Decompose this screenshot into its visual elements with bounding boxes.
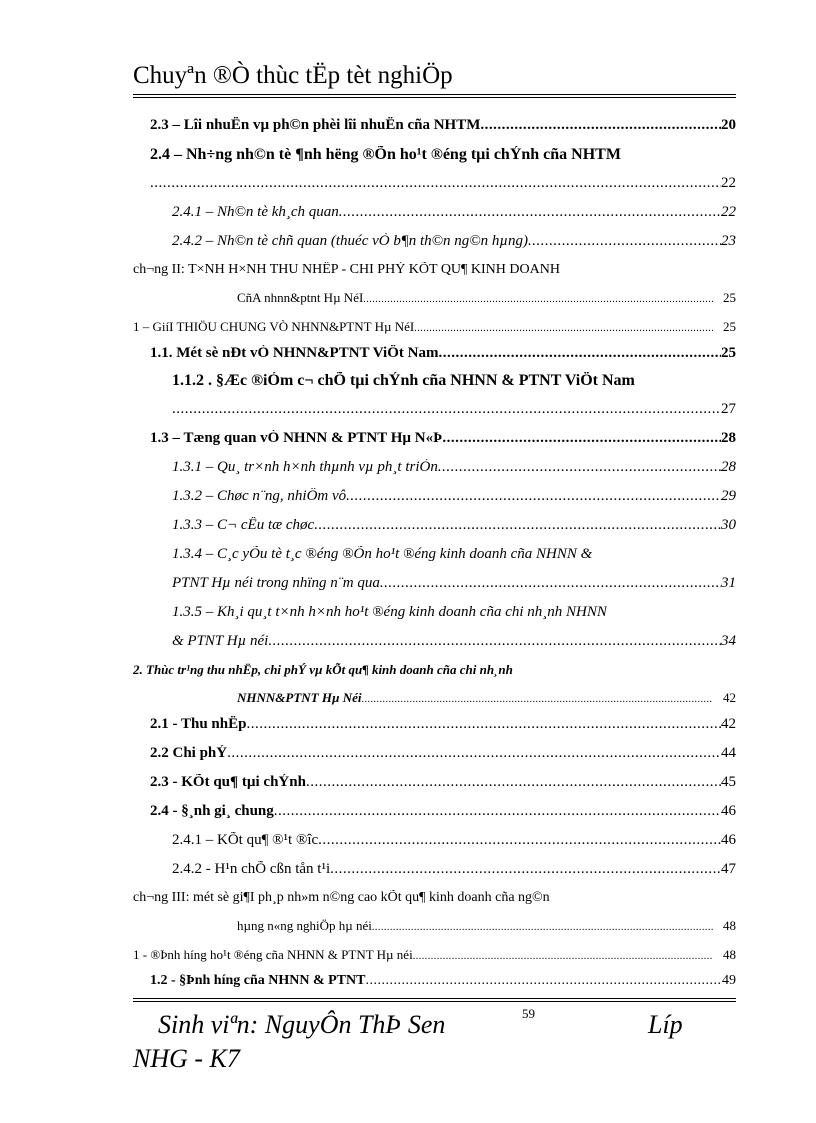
toc-section-heading[interactable]: 2. Thùc tr¹ng thu nhËp, chi phÝ vµ kÕt qu¶ kinh doanh cña chi nh¸nh [133,662,513,677]
toc-entry[interactable]: 1.3.5 – Kh¸i qu¸t t×nh h×nh ho¹t ®éng kinh doanh cña chi nh¸nh NHNN [172,604,607,620]
toc-entry[interactable]: 1.1. Mét sè nÐt vÒ NHNN&PTNT ViÖt Nam ..... 25 [150,345,736,362]
toc-entry[interactable]: 1.3.1 – Qu¸ tr×nh h×nh thµnh vµ ph¸t triÓn ..... 28 [172,459,736,476]
toc-entry[interactable]: 2.4.1 – Nh©n tè kh¸ch quan ..... 22 [172,204,736,221]
footer-rule-top [133,998,736,999]
table-of-contents [0,113,816,993]
toc-entry[interactable]: 2.2 Chi phÝ ..... 44 [150,745,736,762]
header-title: Chuyªn ®Ò thùc tËp tèt nghiÖp [133,62,453,89]
toc-entry[interactable]: 2.4 - §¸nh gi¸ chung ..... 46 [150,803,736,820]
toc-entry[interactable]: 2.3 - KÕt qu¶ tµi chÝnh ..... 45 [150,774,736,791]
footer-class-label: Líp [648,1010,683,1039]
header-rule-top [133,94,736,95]
toc-chapter-heading[interactable]: ch¬ng III: mét sè gi¶I ph¸p nh»m n©ng cao kÕt qu¶ kinh doanh cña ng©n [133,890,550,905]
footer-rule-bottom [133,1001,736,1002]
toc-entry[interactable]: 2.4.1 – KÕt qu¶ ®¹t ®îc ..... 46 [172,832,736,849]
toc-entry[interactable]: 1.3 – Tæng quan vÒ NHNN & PTNT Hµ N«Þ ..... 28 [150,430,736,447]
toc-entry[interactable]: 1 - ®Þnh híng ho¹t ®éng cña NHNN & PTNT Hµ néi ..... 48 [133,947,736,963]
toc-entry[interactable]: 1.3.4 – C¸c yÕu tè t¸c ®éng ®Õn ho¹t ®éng kinh doanh cña NHNN & [172,546,593,562]
toc-entry[interactable]: 2.4.2 - H¹n chÕ cßn tån t¹i ..... 47 [172,861,736,878]
toc-entry[interactable]: 2.4.2 – Nh©n tè chñ quan (thuéc vÒ b¶n th©n ng©n hµng) ..... 23 [172,233,736,250]
toc-entry[interactable]: 1.2 - §Þnh híng cña NHNN & PTNT ..... 49 [150,973,736,989]
footer-student-name: Sinh viªn: NguyÔn ThÞ Sen [158,1010,446,1039]
toc-entry[interactable]: 1.1.2 . §Æc ®iÓm c¬ chÕ tµi chÝnh cña NHNN & PTNT ViÖt Nam [172,372,635,389]
toc-entry[interactable]: 2.1 - Thu nhËp ..... 42 [150,716,736,733]
toc-entry-continuation[interactable]: ..... 22 [150,175,736,192]
footer-class-name: NHG - K7 [133,1044,240,1073]
toc-entry[interactable]: 1.3.2 – Chøc n¨ng, nhiÖm vô ..... 29 [172,488,736,505]
toc-chapter-heading[interactable]: ch¬ng II: T×NH H×NH THU NHËP - CHI PHÝ KÕT QU¶ KINH DOANH [133,262,560,277]
toc-entry[interactable]: 2.3 – Lîi nhuËn vµ ph©n phèi lîi nhuËn cña NHTM ..... 20 [150,117,736,134]
toc-entry-continuation[interactable]: & PTNT Hµ néi ..... 34 [172,633,736,650]
toc-entry-continuation[interactable]: NHNN&PTNT Hµ Néi ..... 42 [237,690,736,706]
toc-entry[interactable]: 2.4 – Nh÷ng nh©n tè ¶nh hëng ®Õn ho¹t ®éng tµi chÝnh cña NHTM [150,146,621,163]
toc-entry[interactable]: 1 – GiíI THIÖU CHUNG VÒ NHNN&PTNT Hµ NéI ..... 25 [133,319,736,335]
toc-entry-continuation[interactable]: CñA nhnn&ptnt Hµ NéI ..... 25 [237,290,736,306]
header-rule-bottom [133,97,736,98]
toc-entry[interactable]: 1.3.3 – C¬ cÊu tæ chøc ..... 30 [172,517,736,534]
toc-entry-continuation[interactable]: hµng n«ng nghiÖp hµ néi ..... 48 [237,918,736,934]
toc-entry-continuation[interactable]: ..... 27 [172,401,736,418]
toc-entry-continuation[interactable]: PTNT Hµ néi trong nhïng n¨m qua ..... 31 [172,575,736,592]
page-number: 59 [522,1006,535,1021]
